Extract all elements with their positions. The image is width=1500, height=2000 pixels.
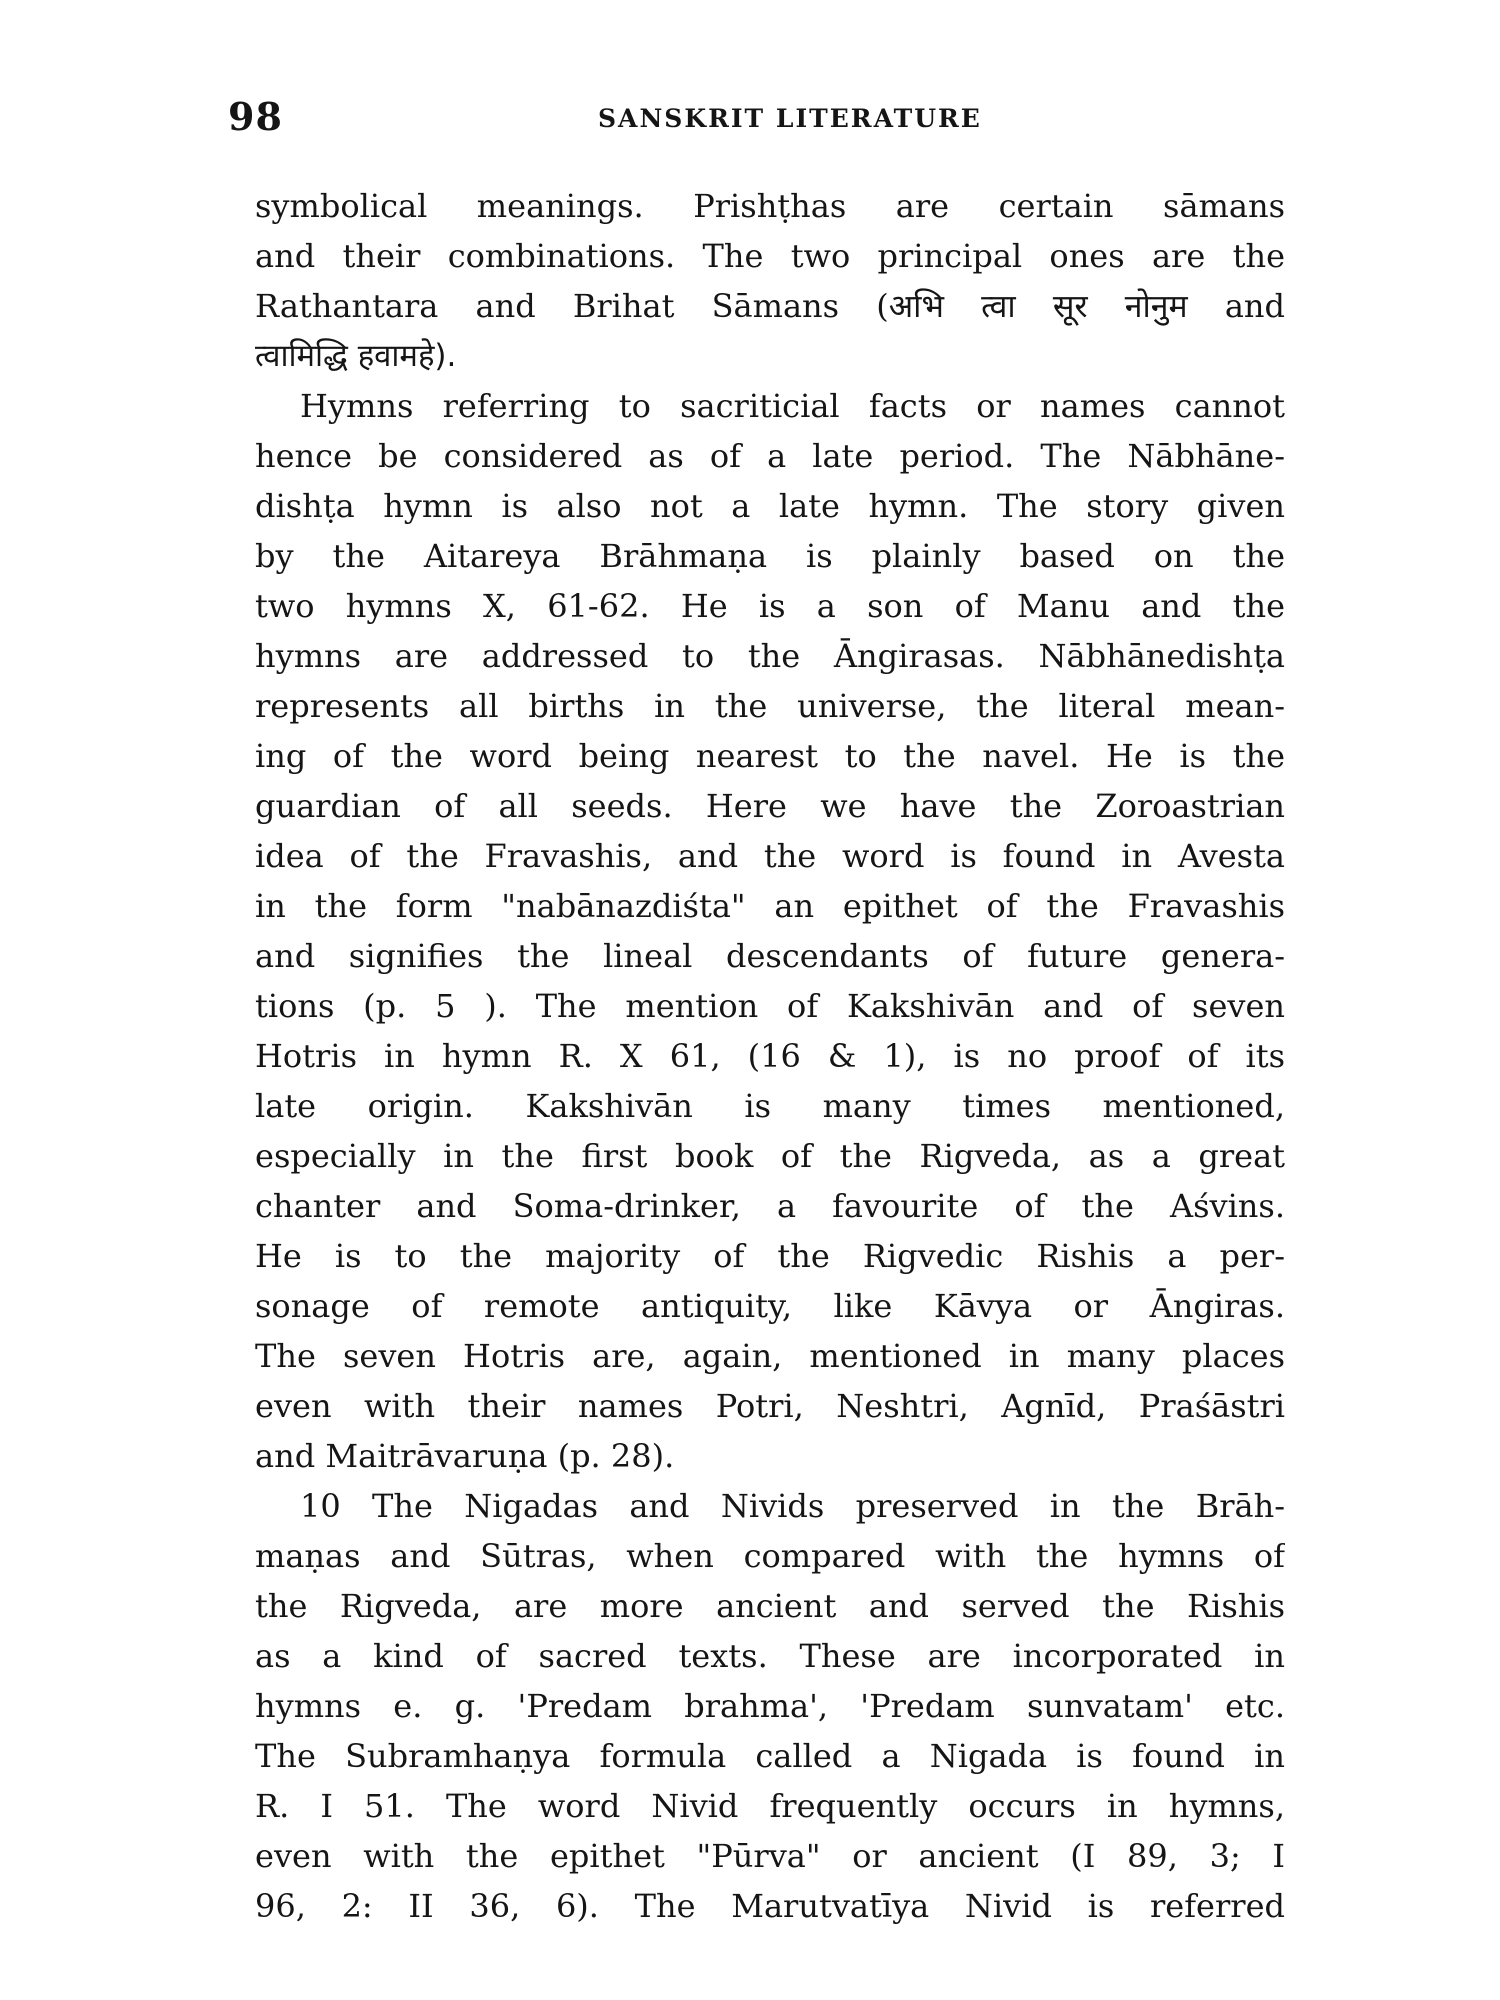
text-line: hymns e. g. 'Predam brahma', 'Predam sunvatam' etc. xyxy=(255,1687,1285,1725)
text-line: idea of the Fravashis, and the word is found in Avesta xyxy=(255,837,1285,875)
text-line: hymns are addressed to the Āngirasas. Nābhānedishṭa xyxy=(255,637,1285,675)
text-line: Hymns referring to sacriticial facts or names cannot xyxy=(300,387,1285,425)
text-line: the Rigveda, are more ancient and served the Rishis xyxy=(255,1587,1285,1625)
paragraph-2 xyxy=(255,381,1285,1481)
text-line: maṇas and Sūtras, when compared with the hymns of xyxy=(255,1537,1285,1575)
text-line: even with their names Potri, Neshtri, Agnīd, Praśāstri xyxy=(255,1387,1285,1425)
text-line: by the Aitareya Brāhmaṇa is plainly based on the xyxy=(255,537,1285,575)
text-line: 96, 2: II 36, 6). The Marutvatīya Nivid is referred xyxy=(255,1887,1285,1925)
text-line: The Subramhaṇya formula called a Nigada is found in xyxy=(255,1737,1285,1775)
text-line: guardian of all seeds. Here we have the Zoroastrian xyxy=(255,787,1285,825)
text-line: and their combinations. The two principal ones are the xyxy=(255,237,1285,275)
text-line: as a kind of sacred texts. These are incorporated in xyxy=(255,1637,1285,1675)
paragraph-1 xyxy=(255,181,1285,381)
text-line: late origin. Kakshivān is many times mentioned, xyxy=(255,1087,1285,1125)
text-line: hence be considered as of a late period. The Nābhāne- xyxy=(255,437,1285,475)
text-line: R. I 51. The word Nivid frequently occurs in hymns, xyxy=(255,1787,1285,1825)
text-line: symbolical meanings. Prishṭhas are certain sāmans xyxy=(255,187,1285,225)
text-line: even with the epithet "Pūrva" or ancient (I 89, 3; I xyxy=(255,1837,1285,1875)
text-line: sonage of remote antiquity, like Kāvya or Āngiras. xyxy=(255,1287,1285,1325)
text-line: 10 The Nigadas and Nivids preserved in the Brāh- xyxy=(300,1487,1285,1525)
text-line: chanter and Soma-drinker, a favourite of the Aśvins. xyxy=(255,1187,1285,1225)
text-line: and Maitrāvaruṇa (p. 28). xyxy=(255,1437,675,1475)
text-line: represents all births in the universe, the literal mean- xyxy=(255,687,1285,725)
text-line: ing of the word being nearest to the navel. He is the xyxy=(255,737,1285,775)
running-head: SANSKRIT LITERATURE xyxy=(598,104,982,133)
text-line: tions (p. 5 ). The mention of Kakshivān and of seven xyxy=(255,987,1285,1025)
text-line: in the form "nabānazdiśta" an epithet of the Fravashis xyxy=(255,887,1285,925)
text-line: especially in the first book of the Rigveda, as a great xyxy=(255,1137,1285,1175)
text-line: and signifies the lineal descendants of future genera- xyxy=(255,937,1285,975)
page-number: 98 xyxy=(228,94,283,139)
text-line: dishṭa hymn is also not a late hymn. The story given xyxy=(255,487,1285,525)
page-header xyxy=(228,94,1298,144)
paragraph-3 xyxy=(255,1481,1285,1931)
text-line: two hymns X, 61-62. He is a son of Manu and the xyxy=(255,587,1285,625)
body-text xyxy=(255,181,1285,1931)
text-line: He is to the majority of the Rigvedic Rishis a per- xyxy=(255,1237,1285,1275)
text-line: Hotris in hymn R. X 61, (16 & 1), is no proof of its xyxy=(255,1037,1285,1075)
text-line: The seven Hotris are, again, mentioned in many places xyxy=(255,1337,1285,1375)
text-line: त्वामिद्धि हवामहे). xyxy=(255,338,457,374)
text-line: Rathantara and Brihat Sāmans (अभि त्वा सूर नोनुम and xyxy=(255,287,1285,325)
